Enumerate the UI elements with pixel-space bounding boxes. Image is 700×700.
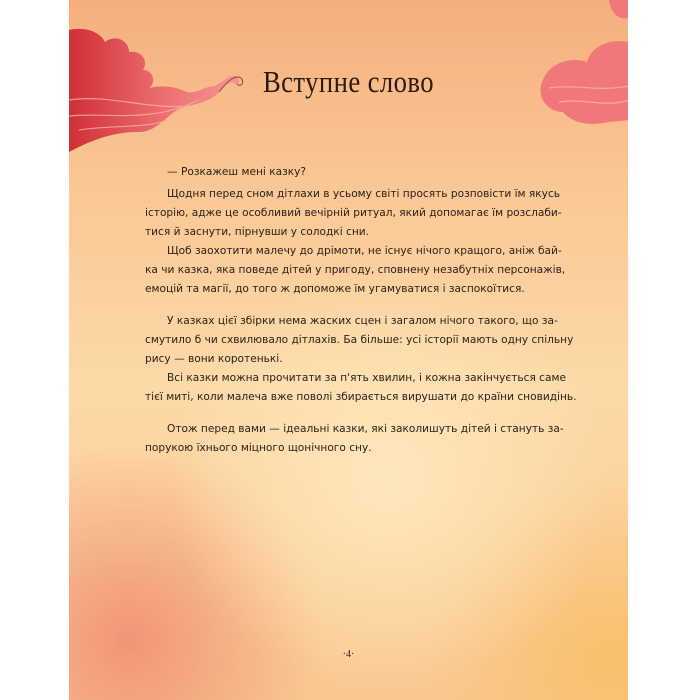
text-line: — Розкажеш мені казку? [167, 166, 307, 178]
paragraph-2 [145, 242, 566, 299]
paragraph-1 [145, 185, 562, 242]
text-line: емоцій та магії, до того ж допоможе їм угамуватися і заспокоїтися. [145, 283, 525, 295]
text-line: тієї миті, коли малеча вже поволі збирається вирушати до країни сновидінь. [145, 391, 577, 403]
text-line: Отож перед вами — ідеальні казки, які заколишуть дітей і стануть за- [167, 423, 564, 435]
paragraph-5 [145, 420, 564, 458]
text-line: Щодня перед сном дітлахи в усьому світі просять розповісти їм якусь [167, 188, 561, 200]
page-title: Вступне слово [262, 64, 435, 99]
text-line: тися й заснути, пірнувши у солодкі сни. [145, 226, 370, 238]
text-line: ка чи казка, яка поведе дітей у пригоду, сповнену незабутніх персонажів, [145, 264, 566, 276]
book-page [69, 0, 628, 700]
paragraph-4 [145, 369, 577, 407]
text-line: рису — вони коротенькі. [145, 353, 283, 365]
text-line: історію, адже це особливий вечірній ритуал, який допомагає їм розслаби- [145, 207, 562, 219]
paragraph-3 [145, 312, 574, 369]
text-line: У казках цієї збірки нема жаских сцен і загалом нічого такого, що за- [167, 315, 558, 327]
text-line: порукою їхнього міцного щонічного сну. [145, 442, 372, 454]
page-number: ·4· [342, 649, 355, 660]
paragraph-dialog [145, 163, 556, 182]
text-line: Щоб заохотити малечу до дрімоти, не існує нічого кращого, аніж бай- [167, 245, 562, 257]
text-line: Всі казки можна прочитати за п'ять хвилин, і кожна закінчується саме [167, 372, 567, 384]
text-line: смутило б чи схвилювало дітлахів. Ба більше: усі історії мають одну спільну [145, 334, 574, 346]
